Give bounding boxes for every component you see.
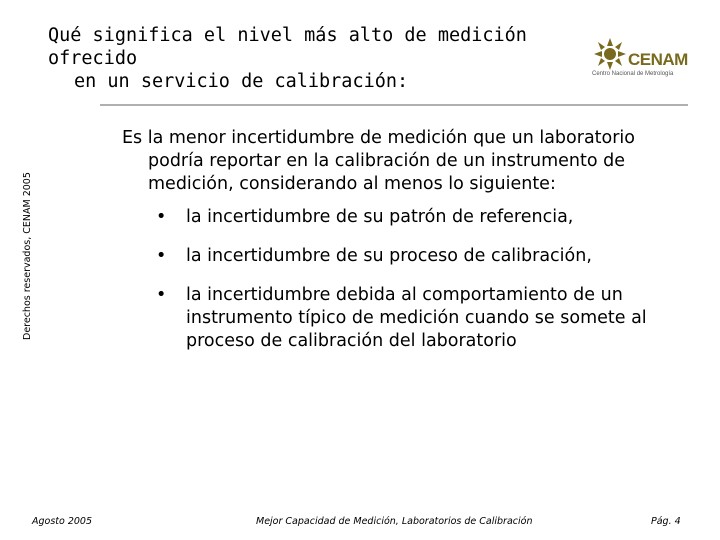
cenam-logo — [588, 36, 688, 82]
bullet-text: la incertidumbre debida al comportamiento de un instrumento típico de medición cuando se somete al proceso de calibración del laboratorio — [186, 285, 647, 351]
list-item — [156, 245, 676, 268]
header-divider — [100, 104, 688, 106]
slide-title — [48, 24, 568, 93]
intro-paragraph — [122, 127, 662, 196]
logo-subtitle: Centro Nacional de Metrología — [592, 71, 674, 77]
bullet-text: la incertidumbre de su proceso de calibración, — [186, 246, 592, 266]
intro-first-line: Es la menor incertidumbre de medición que un laboratorio — [122, 128, 636, 148]
bullet-icon: • — [156, 246, 167, 266]
logo-wordmark: CENAM — [628, 50, 688, 69]
footer-date: Agosto 2005 — [32, 516, 93, 527]
list-item — [156, 206, 676, 229]
bullet-icon: • — [156, 207, 167, 227]
slide-title-line-2: en un servicio de calibración: — [74, 71, 409, 92]
copyright-sidebar — [18, 172, 38, 342]
intro-continuation: podría reportar en la calibración de un instrumento de medición, considerando al menos lo siguiente: — [148, 151, 626, 194]
footer-title: Mejor Capacidad de Medición, Laboratorios de Calibración — [256, 516, 533, 527]
bullet-text: la incertidumbre de su patrón de referencia, — [186, 207, 574, 227]
copyright-text: Derechos reservados, CENAM 2005 — [22, 172, 33, 340]
bullet-list — [156, 206, 676, 369]
footer-page-number: Pág. 4 — [651, 516, 681, 527]
bullet-icon: • — [156, 285, 167, 305]
slide-title-line-1: Qué significa el nivel más alto de medición ofrecido — [48, 25, 527, 69]
list-item — [156, 284, 676, 353]
